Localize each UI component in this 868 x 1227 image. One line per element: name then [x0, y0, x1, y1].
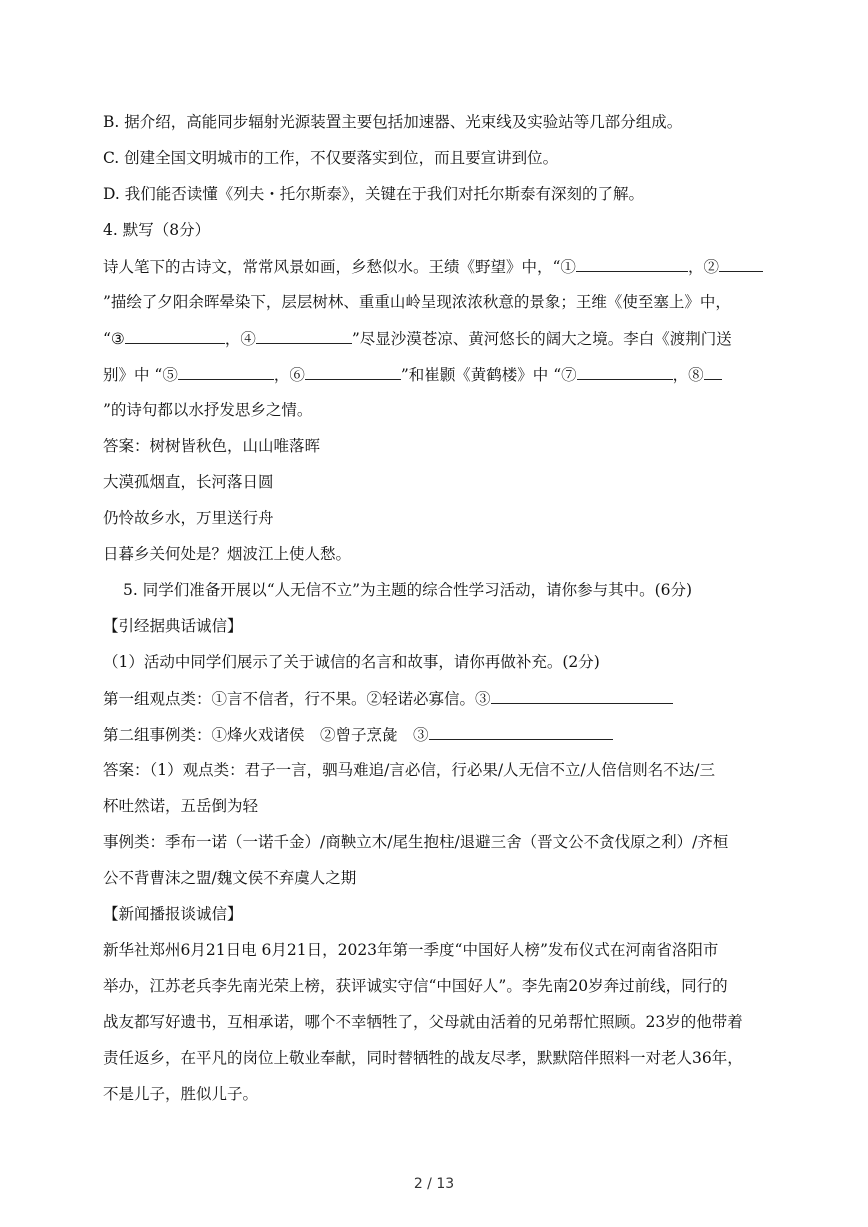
- fill-blank-5[interactable]: [178, 364, 274, 380]
- news-line-4: 责任返乡，在平凡的岗位上敬业奉献，同时替牺牲的战友尽孝，默默陪伴照料一对老人36年，: [103, 1049, 743, 1067]
- question-5-title: 5. 同学们准备开展以“人无信不立”为主题的综合性学习活动，请你参与其中。(6分): [123, 581, 693, 599]
- page-number: 2 / 13: [413, 1176, 455, 1192]
- answer-4-line-3: 仍怜故乡水，万里送行舟: [103, 509, 274, 527]
- fill-blank-group-1[interactable]: [491, 688, 673, 704]
- answer-5-line-1: 答案：（1）观点类：君子一言，驷马难追/言必信，行必果/人无信不立/人倍信则名不达/三: [103, 761, 716, 779]
- fill-blank-4[interactable]: [256, 328, 352, 344]
- answer-4-line-2: 大漠孤烟直，长河落日圆: [103, 473, 274, 491]
- fill-blank-8[interactable]: [704, 364, 722, 380]
- text-segment: 别》中 “⑤: [103, 366, 178, 384]
- news-line-5: 不是儿子，胜似儿子。: [103, 1085, 259, 1103]
- text-segment: 诗人笔下的古诗文，常常风景如画，乡愁似水。王绩《野望》中，“①: [103, 258, 576, 276]
- question-4-line-1: [103, 256, 773, 277]
- news-line-1: 新华社郑州6月21日电 6月21日，2023年第一季度“中国好人榜”发布仪式在河南省洛阳市: [103, 941, 719, 959]
- option-c: C. 创建全国文明城市的工作，不仅要落实到位，而且要宣讲到位。: [103, 149, 559, 167]
- option-b: B. 据介绍，高能同步辐射光源装置主要包括加速器、光束线及实验站等几部分组成。: [103, 113, 683, 131]
- fill-blank-1[interactable]: [576, 256, 688, 272]
- answer-4-line-1: 答案：树树皆秋色，山山唯落晖: [103, 437, 321, 455]
- section-heading-classics: 【引经据典话诚信】: [103, 617, 243, 635]
- question-4-title: 4. 默写（8分）: [103, 221, 211, 239]
- text-segment: 第二组事例类：①烽火戏诸侯 ②曾子烹彘 ③: [103, 726, 429, 744]
- section-heading-news: 【新闻播报谈诚信】: [103, 905, 243, 923]
- answer-5-line-3: 事例类：季布一诺（一诺千金）/商鞅立木/尾生抱柱/退避三舍（晋文公不贪伐原之利）/齐桓: [103, 833, 729, 851]
- question-4-line-5: ”的诗句都以水抒发思乡之情。: [103, 401, 313, 419]
- text-segment: ，⑥: [273, 366, 305, 384]
- question-4-line-3: [103, 328, 773, 349]
- question-4-line-2: ”描绘了夕阳余晖晕染下，层层树林、重重山岭呈现浓浓秋意的景象；王维《使至塞上》中，: [103, 293, 731, 311]
- answer-5-line-4: 公不背曹沫之盟/魏文侯不弃虞人之期: [103, 869, 357, 887]
- answer-4-line-4: 日暮乡关何处是？烟波江上使人愁。: [103, 545, 352, 563]
- answer-5-line-2: 杯吐然诺，五岳倒为轻: [103, 797, 259, 815]
- fill-blank-3[interactable]: [125, 328, 225, 344]
- text-segment: ，④: [224, 330, 256, 348]
- text-segment: ”和崔颢《黄鹤楼》中 “⑦: [400, 366, 577, 384]
- group-2-examples: [103, 724, 773, 745]
- question-4-line-4: [103, 364, 773, 385]
- fill-blank-7[interactable]: [577, 364, 673, 380]
- fill-blank-6[interactable]: [305, 364, 401, 380]
- fill-blank-2[interactable]: [719, 256, 763, 272]
- news-line-2: 举办，江苏老兵李先南光荣上榜，获评诚实守信“中国好人”。李先南20岁奔过前线，同行的: [103, 977, 728, 995]
- sub-question-1: （1）活动中同学们展示了关于诚信的名言和故事，请你再做补充。(2分): [103, 653, 600, 671]
- text-segment: ”尽显沙漠苍凉、黄河悠长的阔大之境。李白《渡荆门送: [351, 330, 732, 348]
- group-1-viewpoints: [103, 688, 773, 709]
- text-segment: “③: [103, 330, 125, 348]
- text-segment: ，⑧: [672, 366, 704, 384]
- text-segment: 第一组观点类：①言不信者，行不果。②轻诺必寡信。③: [103, 690, 491, 708]
- news-line-3: 战友都写好遗书，互相承诺，哪个不幸牺牲了，父母就由活着的兄弟帮忙照顾。23岁的他带着: [103, 1013, 743, 1031]
- text-segment: ，②: [687, 258, 719, 276]
- option-d: D. 我们能否读懂《列夫・托尔斯泰》，关键在于我们对托尔斯泰有深刻的了解。: [103, 185, 644, 203]
- fill-blank-group-2[interactable]: [429, 724, 613, 740]
